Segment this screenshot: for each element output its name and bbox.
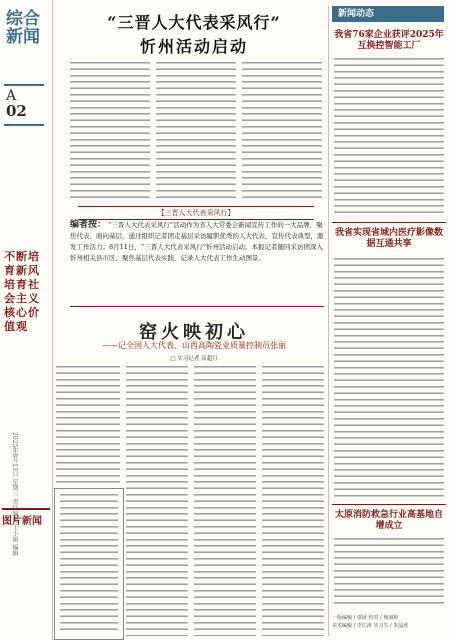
article-column: [242, 62, 322, 202]
feature-author: □ 实习记者 高超月: [170, 356, 218, 362]
photo-caption: [60, 494, 118, 632]
footer-credits: [332, 614, 446, 630]
divider: [332, 504, 446, 505]
page-number: 02: [6, 102, 27, 120]
footer-line-1: 一版编辑 / 郭展 校对 / 杨丽婷: [332, 615, 399, 621]
section-title: 综合新闻: [6, 9, 40, 47]
brief-title-2: 我省实现省域内医疗影像数据互通共享: [334, 228, 443, 249]
brief-body-2: [334, 258, 444, 498]
article-column: [70, 62, 150, 202]
rail-divider: [4, 124, 44, 126]
slogan: 不断培育新风 培育社会主义核心价值观: [4, 250, 40, 333]
headline-line2: 忻州活动启动: [139, 37, 248, 56]
brief-title-3: 太原消防救急行业高基地自增成立: [334, 510, 443, 531]
editor-note: [70, 220, 324, 276]
photo-news-header: 图片新闻: [2, 508, 50, 527]
feature-subtitle: ——记全国人大代表、山西高陶瓷业质量控制员张丽: [102, 341, 286, 350]
column-divider: [328, 6, 329, 636]
article-column: [194, 366, 256, 636]
brief-body-3: [334, 538, 444, 608]
article-column: [126, 366, 188, 636]
news-brief-header: 新闻动态: [332, 6, 444, 22]
page-letter: A: [6, 88, 17, 104]
article-column: [262, 366, 324, 636]
headline-line1: “三晋人大代表采风行”: [107, 13, 281, 32]
article-column: [156, 62, 236, 202]
divider: [332, 222, 446, 223]
series-bar: 【三晋人大代表采风行】: [78, 206, 314, 220]
rail-divider: [4, 84, 44, 86]
feature-title: 窑火映初心: [139, 322, 249, 343]
article-column: [56, 366, 120, 484]
editor-note-text: “三晋人大代表采风行”活动作为省人大常委会新闻宣传工作的一大品牌，聚焦代表、面向基层，通过组织记者团走基层采访履职优秀的人大代表，宣传代表典型，激发工作活力。8月11日，“三晋人大代表采风行”忻州活动启动。本报记者随同采访团深入忻州相关县市区，聚焦基层代表实践，记录人大代表工作生动图景。: [70, 221, 324, 262]
dateline: 2025年8月13日 星期三 责任编辑 王小丽 编辑: [11, 432, 18, 557]
divider: [70, 306, 324, 307]
footer-line-2: 美术编辑 / 李江涛 实习生 / 朱晶欣: [332, 623, 409, 629]
brief-body-1: [334, 58, 444, 216]
brief-title-1: 我省76家企业获评2025年互换控智能工厂: [334, 30, 444, 51]
editor-label: 编者按：: [70, 220, 107, 230]
